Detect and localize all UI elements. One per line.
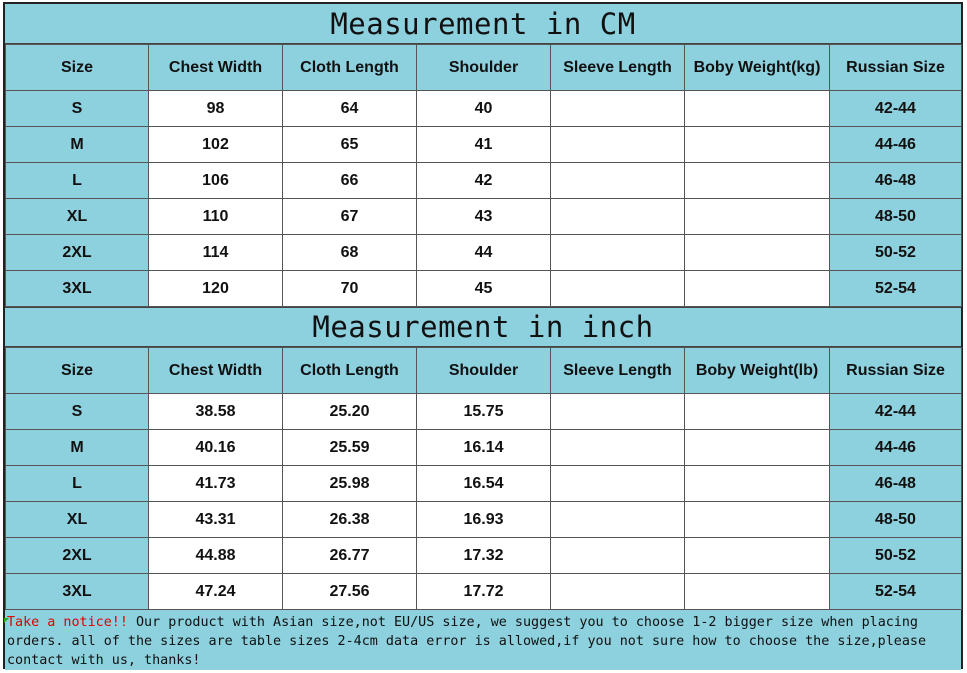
table-cell (551, 271, 685, 307)
table-cell: 64 (283, 91, 417, 127)
table-cell (551, 502, 685, 538)
table-cell: 48-50 (830, 502, 962, 538)
table-cell (685, 538, 830, 574)
table-cell: 44.88 (149, 538, 283, 574)
table-cell (551, 127, 685, 163)
table-row (6, 538, 962, 574)
table-cell: 110 (149, 199, 283, 235)
table-cell: 42-44 (830, 394, 962, 430)
column-header: Cloth Length (283, 45, 417, 91)
table-cell: 45 (417, 271, 551, 307)
table-cell: 67 (283, 199, 417, 235)
column-header: Shoulder (417, 45, 551, 91)
table-cell (685, 466, 830, 502)
table-cell: 16.54 (417, 466, 551, 502)
table-row (6, 127, 962, 163)
table-cell: 26.77 (283, 538, 417, 574)
table-cell: 65 (283, 127, 417, 163)
table-cell: 2XL (6, 538, 149, 574)
notice-text: Our product with Asian size,not EU/US size, we suggest you to choose 1-2 bigger size when placing orders. all of the sizes are table sizes 2-4cm data error is allowed,if you not sure how to choose the size,please contact with us, thanks! (7, 615, 927, 668)
table-cell: 70 (283, 271, 417, 307)
header-row (6, 45, 962, 91)
table-cell: 41 (417, 127, 551, 163)
table-cell (685, 271, 830, 307)
table-cell: S (6, 91, 149, 127)
column-header: Sleeve Length (551, 348, 685, 394)
corner-mark-icon (4, 618, 9, 623)
column-header: Size (6, 348, 149, 394)
table-cell: 48-50 (830, 199, 962, 235)
table-cell: M (6, 127, 149, 163)
table-cell: 52-54 (830, 271, 962, 307)
table-cell: 42 (417, 163, 551, 199)
table-cell: 16.14 (417, 430, 551, 466)
table-cell: L (6, 466, 149, 502)
table-cell: 44 (417, 235, 551, 271)
table-cell: 47.24 (149, 574, 283, 610)
table-cell: 66 (283, 163, 417, 199)
table-cell: 26.38 (283, 502, 417, 538)
table-cell: 46-48 (830, 466, 962, 502)
table-cell (685, 91, 830, 127)
table-cell: 40.16 (149, 430, 283, 466)
table-cell: 17.32 (417, 538, 551, 574)
table-row (6, 430, 962, 466)
table-cell: 102 (149, 127, 283, 163)
table-cell: 43 (417, 199, 551, 235)
column-header: Russian Size (830, 45, 962, 91)
column-header: Chest Width (149, 348, 283, 394)
table-cell: 106 (149, 163, 283, 199)
table-cell: 16.93 (417, 502, 551, 538)
table-row (6, 574, 962, 610)
table-cell: 44-46 (830, 430, 962, 466)
table-cell: 3XL (6, 574, 149, 610)
column-header: Shoulder (417, 348, 551, 394)
table-cell: 15.75 (417, 394, 551, 430)
table-cell (551, 163, 685, 199)
table-cell: 42-44 (830, 91, 962, 127)
table-cell: S (6, 394, 149, 430)
table-cell: 25.98 (283, 466, 417, 502)
table-cell (551, 574, 685, 610)
table-cell (551, 199, 685, 235)
table-cell: 40 (417, 91, 551, 127)
table-cell (551, 394, 685, 430)
table-cell (685, 199, 830, 235)
table-cell: 17.72 (417, 574, 551, 610)
table-cell: 68 (283, 235, 417, 271)
table-cell: 2XL (6, 235, 149, 271)
column-header: Cloth Length (283, 348, 417, 394)
table-cell: 38.58 (149, 394, 283, 430)
column-header: Size (6, 45, 149, 91)
table-row (6, 91, 962, 127)
table-cell (551, 538, 685, 574)
table-cell (685, 574, 830, 610)
cm-section-title: Measurement in CM (5, 4, 961, 44)
table-cell (685, 394, 830, 430)
table-cell: 52-54 (830, 574, 962, 610)
notice-warning: Take a notice!! (7, 615, 128, 630)
table-cell (685, 127, 830, 163)
size-chart (3, 2, 963, 669)
table-cell: 98 (149, 91, 283, 127)
table-cell (685, 235, 830, 271)
table-cell: 27.56 (283, 574, 417, 610)
table-cell: 3XL (6, 271, 149, 307)
table-cell (685, 163, 830, 199)
table-cell: 41.73 (149, 466, 283, 502)
table-row (6, 502, 962, 538)
table-cell: 120 (149, 271, 283, 307)
table-cell (551, 466, 685, 502)
table-cell: L (6, 163, 149, 199)
cm-size-table (5, 44, 962, 307)
table-row (6, 466, 962, 502)
table-cell (685, 430, 830, 466)
table-cell: 46-48 (830, 163, 962, 199)
table-cell (551, 91, 685, 127)
table-cell: 43.31 (149, 502, 283, 538)
column-header: Chest Width (149, 45, 283, 91)
table-cell: 50-52 (830, 538, 962, 574)
table-cell (551, 235, 685, 271)
table-cell: 25.20 (283, 394, 417, 430)
column-header: Sleeve Length (551, 45, 685, 91)
header-row (6, 348, 962, 394)
table-cell (551, 430, 685, 466)
table-cell: XL (6, 199, 149, 235)
table-cell (685, 502, 830, 538)
column-header: Boby Weight(kg) (685, 45, 830, 91)
inch-size-table (5, 347, 962, 610)
table-cell: 44-46 (830, 127, 962, 163)
table-cell: XL (6, 502, 149, 538)
table-row (6, 163, 962, 199)
inch-section-title: Measurement in inch (5, 307, 961, 347)
table-row (6, 394, 962, 430)
table-row (6, 235, 962, 271)
table-cell: 114 (149, 235, 283, 271)
table-cell: 25.59 (283, 430, 417, 466)
column-header: Russian Size (830, 348, 962, 394)
table-row (6, 199, 962, 235)
table-row (6, 271, 962, 307)
column-header: Boby Weight(lb) (685, 348, 830, 394)
size-notice (5, 610, 961, 670)
table-cell: M (6, 430, 149, 466)
table-cell: 50-52 (830, 235, 962, 271)
